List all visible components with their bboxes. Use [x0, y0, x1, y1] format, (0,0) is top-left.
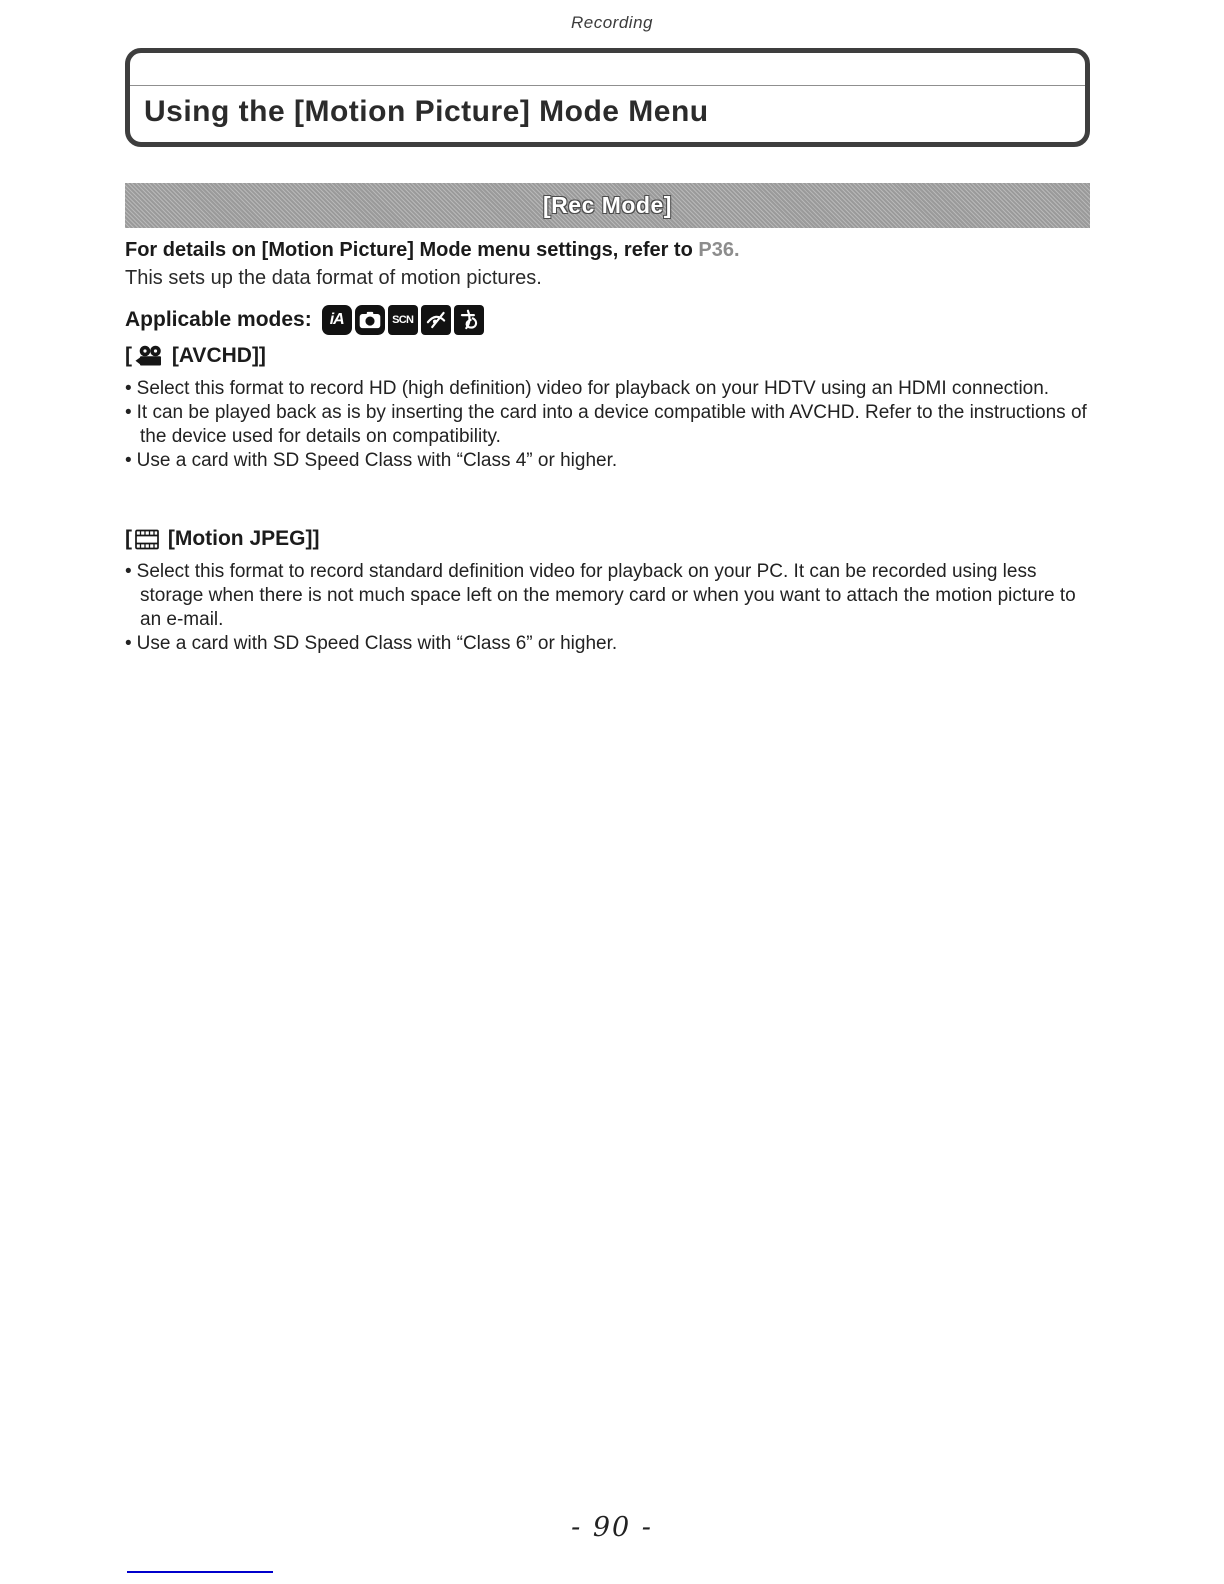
scene-mode-icon: SCN [388, 305, 418, 335]
intelligent-auto-icon: iA [322, 305, 352, 335]
intro-line-1 [125, 236, 1090, 264]
bullet-item: • Use a card with SD Speed Class with “Class 4” or higher. [125, 450, 618, 471]
movie-camera-icon [134, 344, 164, 368]
page-reference-link[interactable]: P36. [698, 239, 740, 261]
avchd-section [125, 344, 1090, 473]
mode-icon-strip [322, 305, 484, 335]
bullet-item: • Select this format to record HD (high definition) video for playback on your HDTV using an HDMI connection. [125, 378, 1050, 399]
intro-paragraph [125, 236, 1090, 292]
applicable-modes-label: Applicable modes: [125, 308, 312, 331]
avchd-bullets [125, 377, 1090, 473]
film-strip-icon [134, 528, 160, 551]
motion-jpeg-heading: [ [Motion JPEG]] [125, 527, 320, 550]
title-box-top-strip [130, 53, 1085, 86]
my-color-mode-icon [421, 305, 451, 335]
chapter-title-box [125, 48, 1090, 147]
intro-bold-text: For details on [Motion Picture] Mode menu settings, refer to [125, 239, 699, 261]
section-banner-label: [Rec Mode] [543, 192, 672, 218]
applicable-modes-row [125, 303, 1090, 337]
section-banner [125, 183, 1090, 228]
avchd-heading: [ [AVCHD]] [125, 344, 266, 367]
page-title: Using the [Motion Picture] Mode Menu [144, 95, 709, 128]
camera-icon [355, 305, 385, 335]
clipboard-mode-icon [454, 305, 484, 335]
page-number: - 90 - [571, 1512, 653, 1543]
motion-jpeg-bullets [125, 560, 1090, 656]
footer-rule [127, 1571, 273, 1573]
bullet-item: • It can be played back as is by inserting the card into a device compatible with AVCHD. Refer to the instructions of the device used for details on compatibility. [125, 402, 1087, 447]
bullet-item: • Select this format to record standard definition video for playback on your PC. It can be recorded using less storage when there is not much space left on the memory card or when you want to attach the motion picture to an e-mail. [125, 561, 1076, 630]
bullet-item: • Use a card with SD Speed Class with “Class 6” or higher. [125, 633, 618, 654]
running-head: Recording [571, 13, 653, 32]
motion-jpeg-section [125, 527, 1090, 656]
intro-line-2: This sets up the data format of motion pictures. [125, 267, 542, 289]
